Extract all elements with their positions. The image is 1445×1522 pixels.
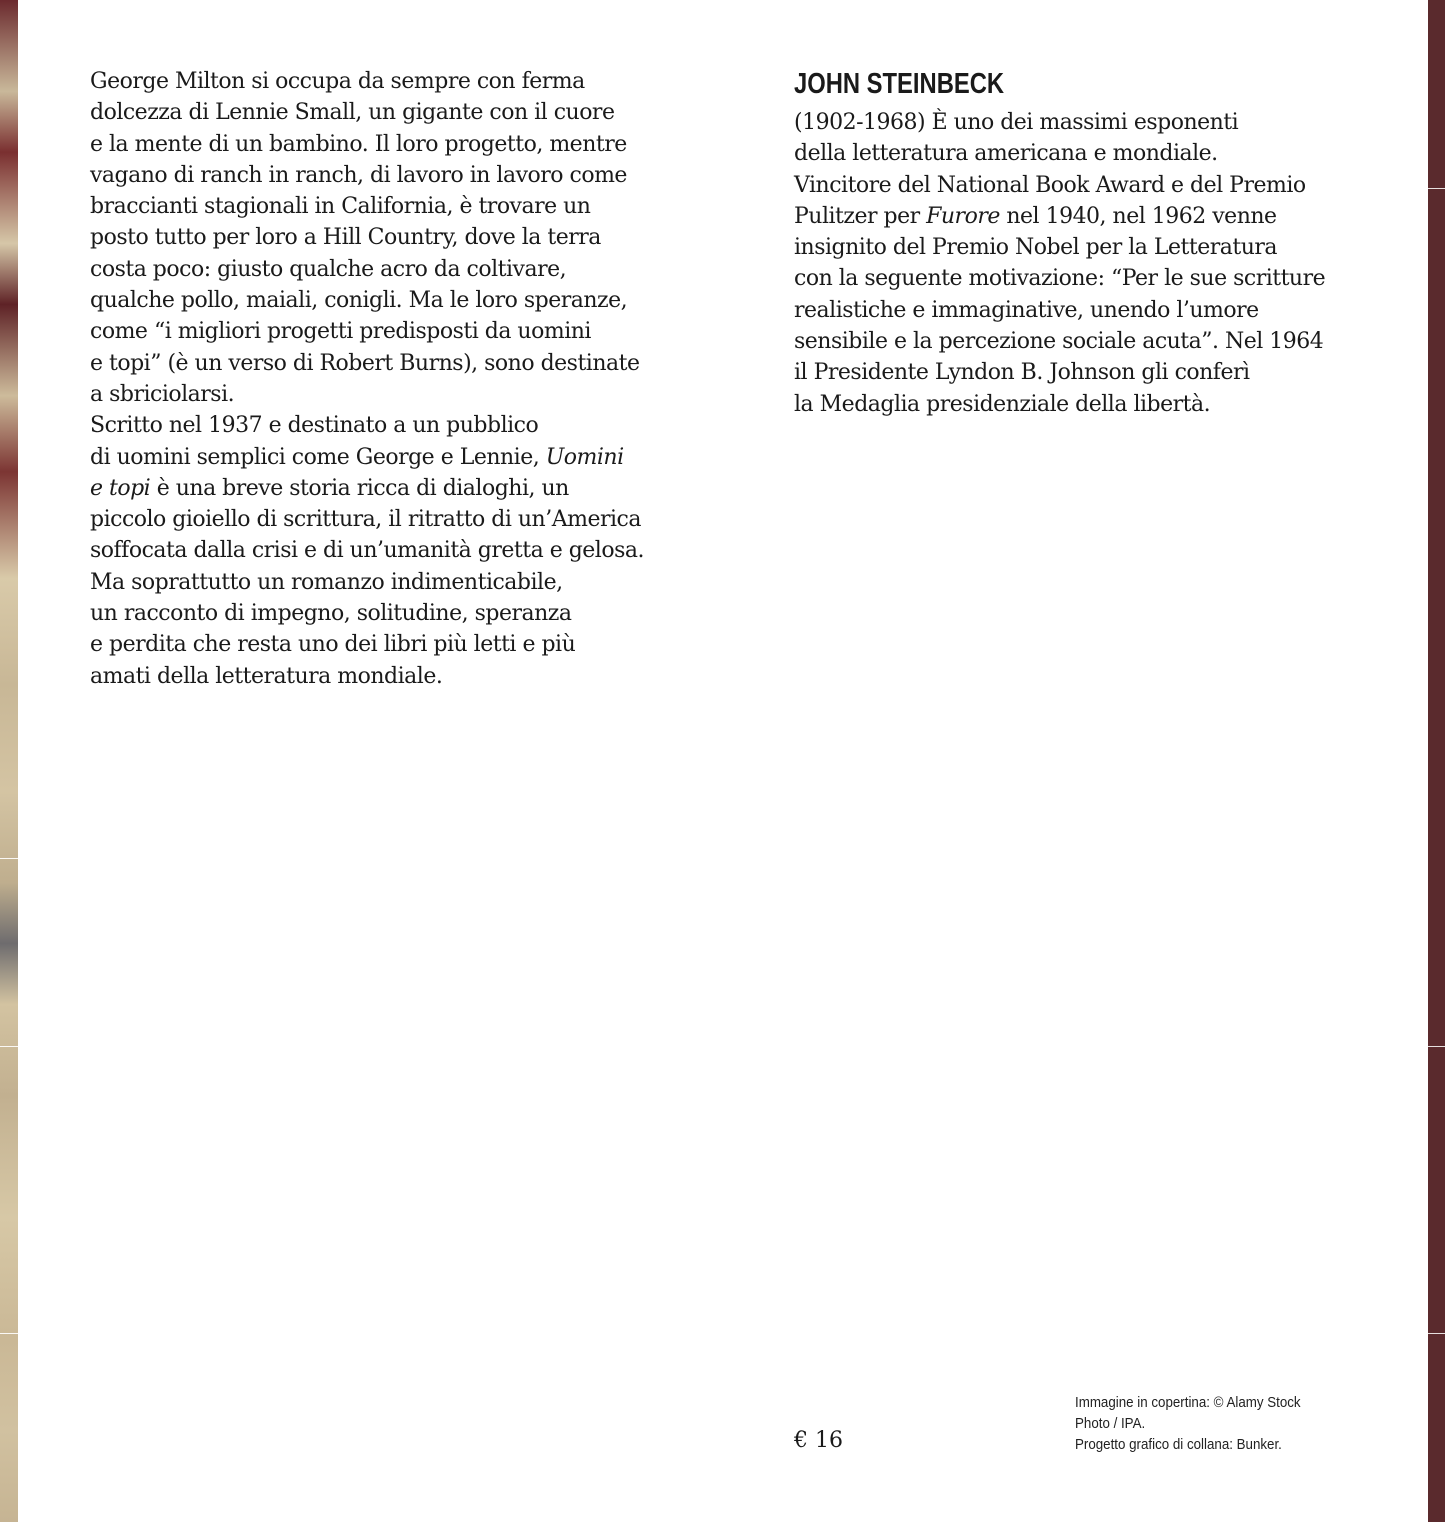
synopsis-line: braccianti stagionali in California, è trovare un: [90, 194, 591, 220]
bio-line: il Presidente Lyndon B. Johnson gli conferì: [794, 360, 1250, 386]
cover-edge-strip-left: [0, 0, 18, 1522]
synopsis-line: Ma soprattutto un romanzo indimenticabile,: [90, 569, 563, 595]
trim-mark: [0, 858, 18, 859]
synopsis-line: a sbriciolarsi.: [90, 381, 235, 407]
trim-mark: [1428, 1046, 1445, 1047]
synopsis-line: amati della letteratura mondiale.: [90, 663, 443, 689]
book-title-italic: Uomini: [545, 444, 624, 470]
book-synopsis: [90, 66, 670, 692]
synopsis-line: [90, 473, 670, 504]
synopsis-line: Scritto nel 1937 e destinato a un pubblico: [90, 413, 539, 439]
synopsis-line: dolcezza di Lennie Small, un gigante con il cuore: [90, 100, 615, 126]
bio-line: [794, 201, 1394, 232]
synopsis-text: di uomini semplici come George e Lennie,: [90, 444, 546, 470]
trim-mark: [1428, 1333, 1445, 1334]
bio-line: con la seguente motivazione: “Per le sue scritture: [794, 266, 1326, 292]
credit-line: Immagine in copertina: © Alamy Stock: [1075, 1395, 1301, 1411]
author-name: JOHN STEINBECK: [794, 68, 1005, 100]
bio-text: Pulitzer per: [794, 203, 927, 229]
synopsis-line: George Milton si occupa da sempre con ferma: [90, 69, 585, 94]
bio-line: (1902-1968) È uno dei massimi esponenti: [794, 110, 1239, 135]
credit-line: Photo / IPA.: [1075, 1416, 1146, 1432]
bio-line: realistiche e immaginative, unendo l’umore: [794, 297, 1259, 323]
synopsis-paragraph: [90, 66, 670, 692]
synopsis-line: qualche pollo, maiali, conigli. Ma le loro speranze,: [90, 288, 628, 314]
work-title-italic: Furore: [926, 203, 1000, 229]
trim-mark: [0, 1333, 18, 1334]
synopsis-line: e topi” (è un verso di Robert Burns), sono destinate: [90, 350, 640, 376]
synopsis-line: piccolo gioiello di scrittura, il ritratto di un’America: [90, 507, 641, 533]
bio-line: la Medaglia presidenziale della libertà.: [794, 391, 1211, 417]
bio-line: sensibile e la percezione sociale acuta”. Nel 1964: [794, 329, 1324, 355]
synopsis-line: [90, 442, 670, 473]
synopsis-line: costa poco: giusto qualche acro da coltivare,: [90, 256, 567, 282]
synopsis-line: e la mente di un bambino. Il loro progetto, mentre: [90, 131, 627, 157]
bio-line: della letteratura americana e mondiale.: [794, 141, 1218, 167]
synopsis-line: soffocata dalla crisi e di un’umanità gretta e gelosa.: [90, 538, 644, 564]
bio-line: insignito del Premio Nobel per la Letteratura: [794, 235, 1277, 261]
synopsis-line: posto tutto per loro a Hill Country, dove la terra: [90, 225, 601, 251]
author-bio: [794, 107, 1394, 420]
synopsis-line: come “i migliori progetti predisposti da uomini: [90, 319, 591, 345]
bio-text: nel 1940, nel 1962 venne: [999, 203, 1277, 229]
trim-mark: [0, 1046, 18, 1047]
image-credits: [1075, 1393, 1351, 1456]
synopsis-line: e perdita che resta uno dei libri più letti e più: [90, 632, 576, 658]
book-title-italic: e topi: [90, 475, 151, 501]
cover-edge-strip-right: [1428, 0, 1445, 1522]
synopsis-text: è una breve storia ricca di dialoghi, un: [150, 475, 569, 501]
bio-line: Vincitore del National Book Award e del Premio: [794, 172, 1306, 198]
author-section: [794, 66, 1394, 420]
synopsis-line: un racconto di impegno, solitudine, speranza: [90, 601, 572, 627]
credit-line: Progetto grafico di collana: Bunker.: [1075, 1437, 1282, 1453]
synopsis-line: vagano di ranch in ranch, di lavoro in lavoro come: [90, 162, 627, 188]
trim-mark: [1428, 188, 1445, 189]
price-label: € 16: [794, 1428, 843, 1453]
